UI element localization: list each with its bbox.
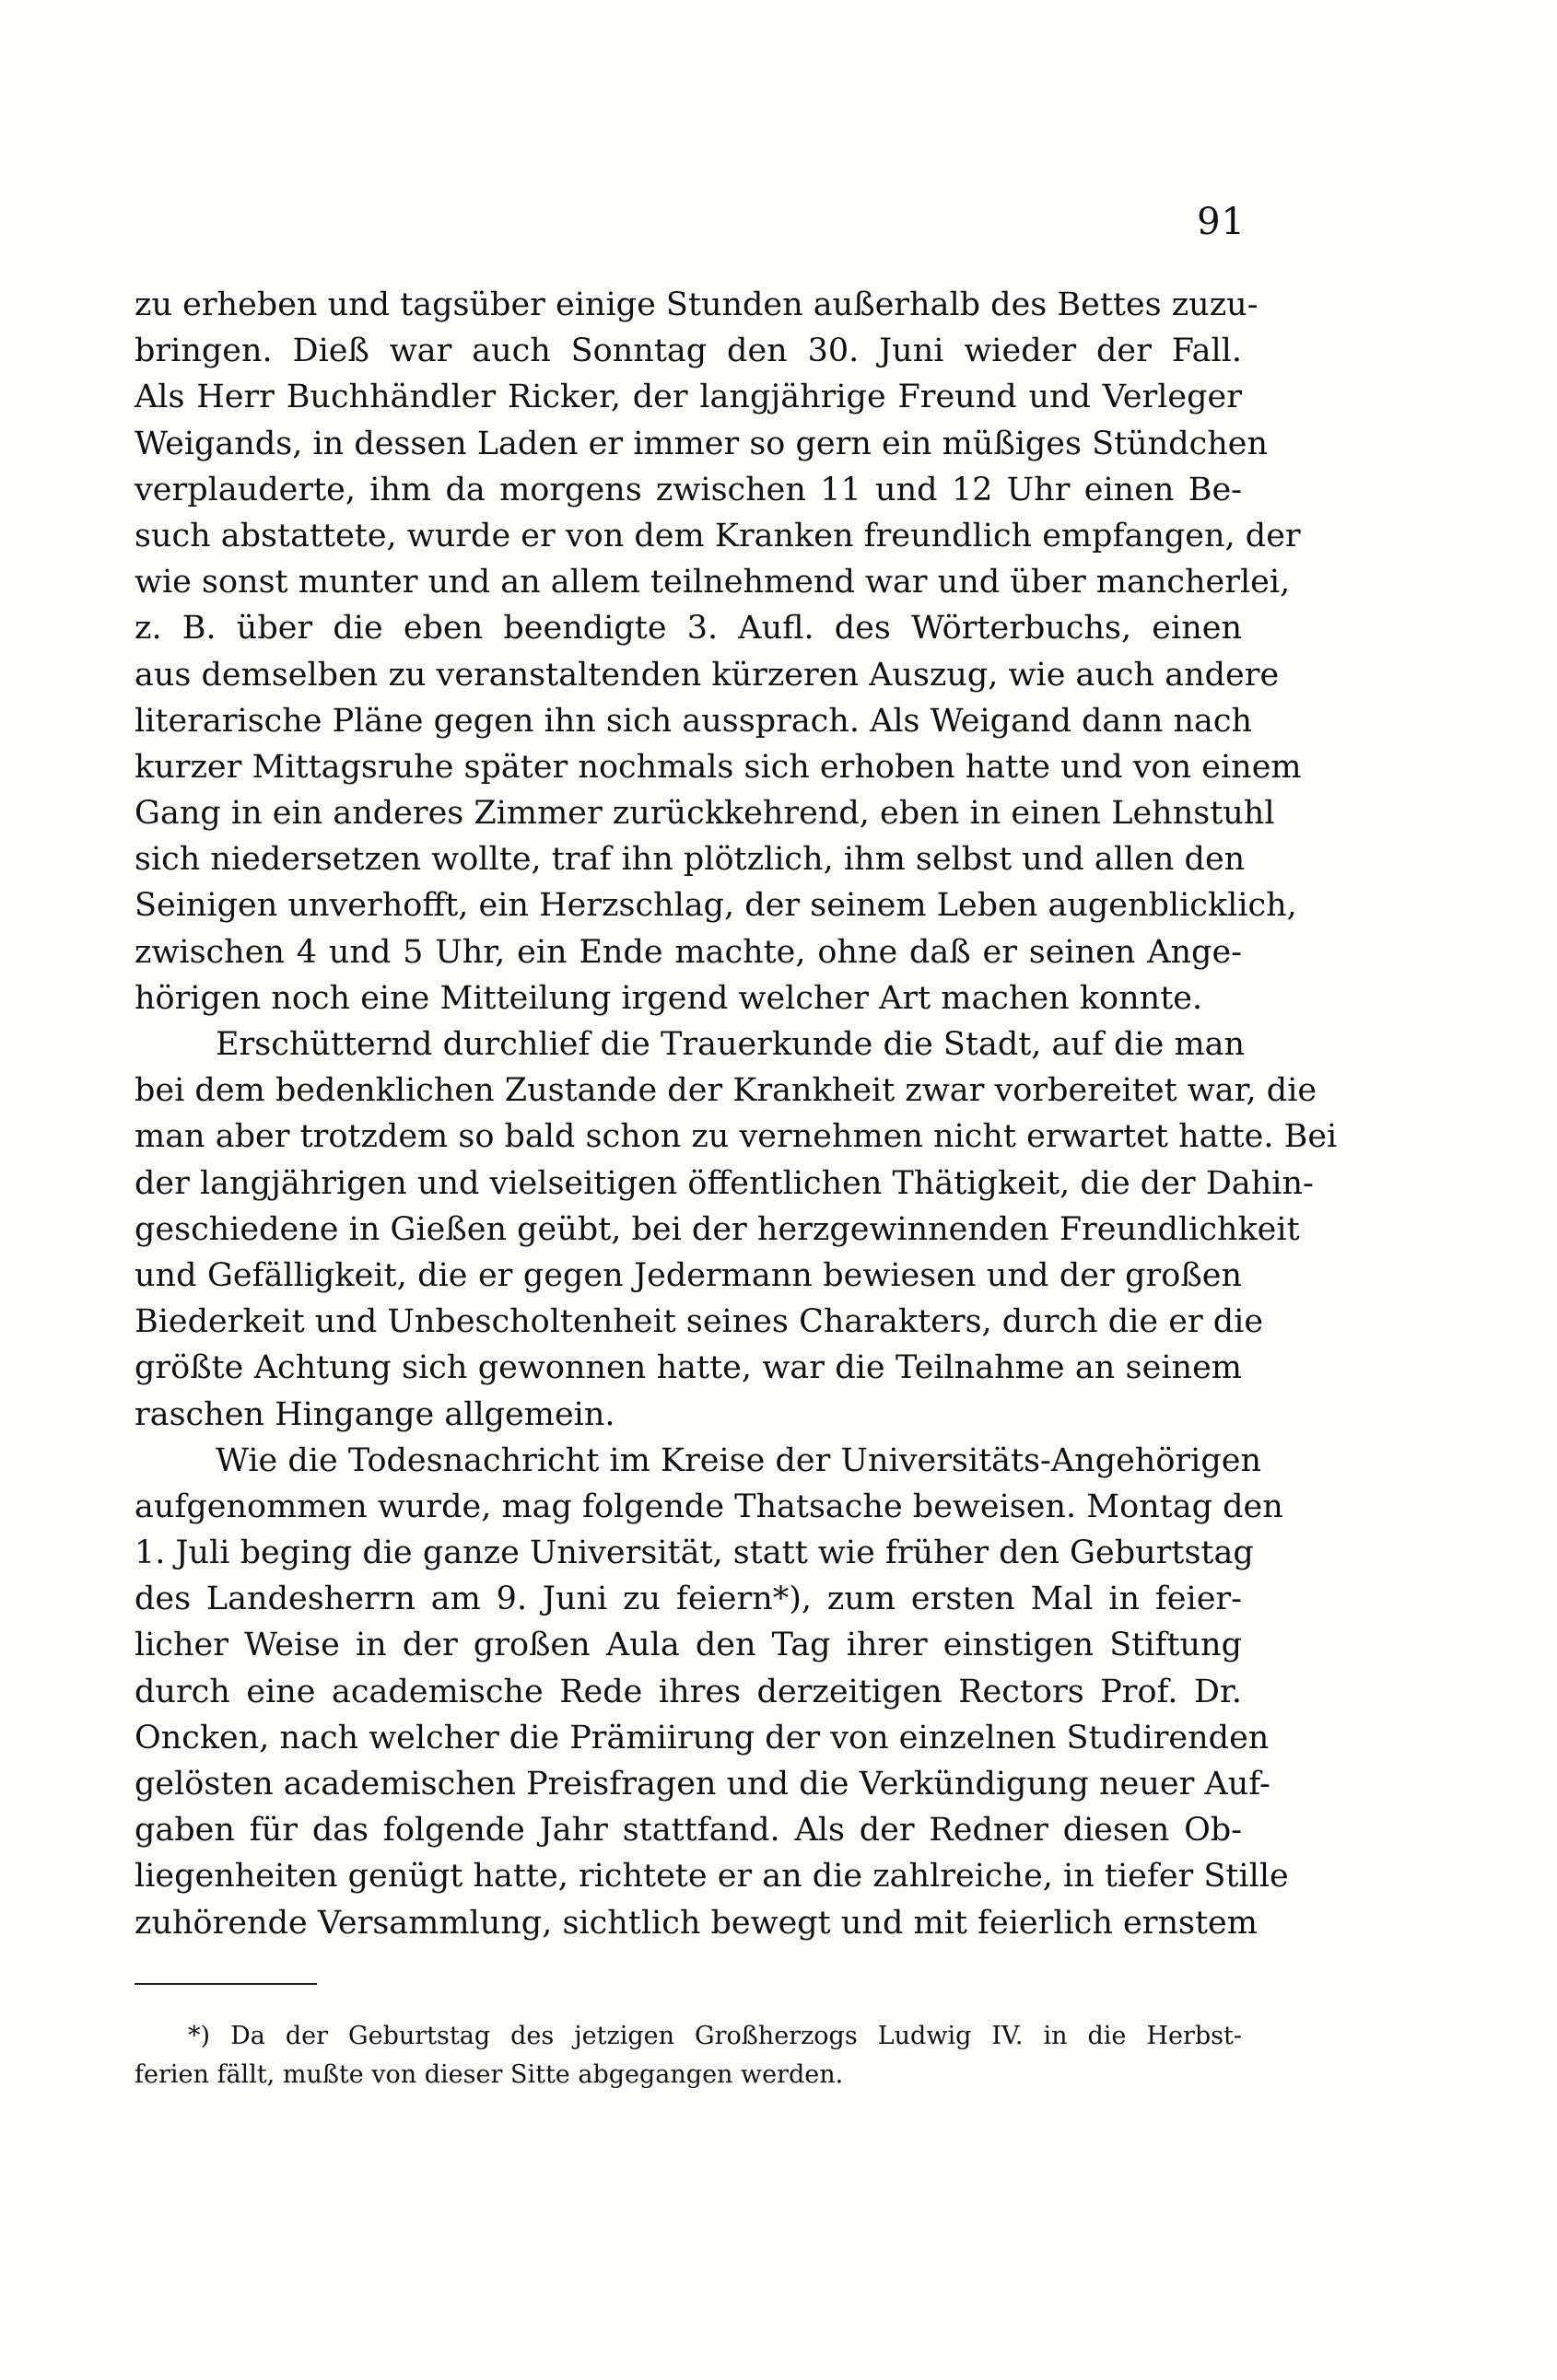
body-line: liegenheiten genügt hatte, richtete er an die zahlreiche, in tiefer Stille (135, 1858, 1289, 1896)
body-line: literarische Pläne gegen ihn sich aussprach. Als Weigand dann nach (135, 702, 1253, 740)
body-line: zwischen 4 und 5 Uhr, ein Ende machte, ohne daß er seinen Ange- (135, 933, 1242, 971)
body-line: Biederkeit und Unbescholtenheit seines Charakters, durch die er die (135, 1303, 1264, 1341)
body-line: Oncken, nach welcher die Prämiirung der von einzelnen Studirenden (135, 1719, 1270, 1756)
body-line: raschen Hingange allgemein. (135, 1395, 615, 1433)
paragraph-start-line: Erschütternd durchlief die Trauerkunde die Stadt, auf die man (216, 1026, 1246, 1063)
body-line: des Landesherrn am 9. Juni zu feiern*), zum ersten Mal in feier- (135, 1581, 1242, 1618)
footnote-line: ferien fällt, mußte von dieser Sitte abgegangen werden. (135, 2060, 844, 2089)
body-line: licher Weise in der großen Aula den Tag ihrer einstigen Stiftung (135, 1627, 1242, 1664)
body-line: aufgenommen wurde, mag folgende Thatsache beweisen. Montag den (135, 1488, 1283, 1525)
footnote (135, 2017, 1242, 2094)
body-line: Seinigen unverhofft, ein Herzschlag, der seinem Leben augenblicklich, (135, 887, 1297, 925)
footnote-line: *) Da der Geburtstag des jetzigen Großherzogs Ludwig IV. in die Herbst- (188, 2022, 1242, 2050)
body-line: größte Achtung sich gewonnen hatte, war die Teilnahme an seinem (135, 1349, 1242, 1387)
body-line: hörigen noch eine Mitteilung irgend welcher Art machen konnte. (135, 979, 1203, 1017)
body-line: gaben für das folgende Jahr stattfand. Als der Redner diesen Ob- (135, 1812, 1242, 1849)
body-line: man aber trotzdem so bald schon zu vernehmen nicht erwartet hatte. Bei (135, 1118, 1338, 1156)
body-line: geschiedene in Gießen geübt, bei der herzgewinnenden Freundlichkeit (135, 1210, 1300, 1248)
body-line: der langjährigen und vielseitigen öffentlichen Thätigkeit, die der Dahin- (135, 1164, 1314, 1202)
body-line: gelösten academischen Preisfragen und die Verkündigung neuer Auf- (135, 1766, 1270, 1802)
body-line: z. B. über die eben beendigte 3. Aufl. des Wörterbuchs, einen (135, 610, 1242, 648)
body-line: Als Herr Buchhändler Ricker, der langjährige Freund und Verleger (135, 379, 1242, 416)
body-line: aus demselben zu veranstaltenden kürzeren Auszug, wie auch andere (135, 656, 1280, 694)
body-line: und Gefälligkeit, die er gegen Jedermann bewiesen und der großen (135, 1256, 1242, 1294)
footnote-divider (135, 1983, 317, 1985)
body-line: sich niedersetzen wollte, traf ihn plötzlich, ihm selbst und allen den (135, 841, 1246, 879)
body-line: such abstattete, wurde er von dem Kranken freundlich empfangen, der (135, 517, 1301, 554)
body-line: 1. Juli beging die ganze Universität, statt wie früher den Geburtstag (135, 1534, 1254, 1572)
body-line: Weigands, in dessen Laden er immer so gern ein müßiges Stündchen (135, 425, 1269, 462)
body-line: bringen. Dieß war auch Sonntag den 30. Juni wieder der Fall. (135, 332, 1242, 370)
paragraph-start-line: Wie die Todesnachricht im Kreise der Universitäts-Angehörigen (216, 1441, 1262, 1479)
body-text (135, 282, 1338, 1946)
body-line: zuhörende Versammlung, sichtlich bewegt und mit feierlich ernstem (135, 1904, 1258, 1942)
page-number: 91 (1197, 201, 1246, 243)
body-line: Gang in ein anderes Zimmer zurückkehrend, eben in einen Lehnstuhl (135, 795, 1275, 833)
body-line: wie sonst munter und an allem teilnehmend war und über mancherlei, (135, 564, 1291, 601)
body-line: bei dem bedenklichen Zustande der Krankheit zwar vorbereitet war, die (135, 1072, 1317, 1110)
body-line: verplauderte, ihm da morgens zwischen 11 und 12 Uhr einen Be- (135, 471, 1242, 508)
body-line: kurzer Mittagsruhe später nochmals sich erhoben hatte und von einem (135, 748, 1302, 786)
body-line: zu erheben und tagsüber einige Stunden außerhalb des Bettes zuzu- (135, 286, 1258, 323)
body-line: durch eine academische Rede ihres derzeitigen Rectors Prof. Dr. (135, 1673, 1242, 1710)
